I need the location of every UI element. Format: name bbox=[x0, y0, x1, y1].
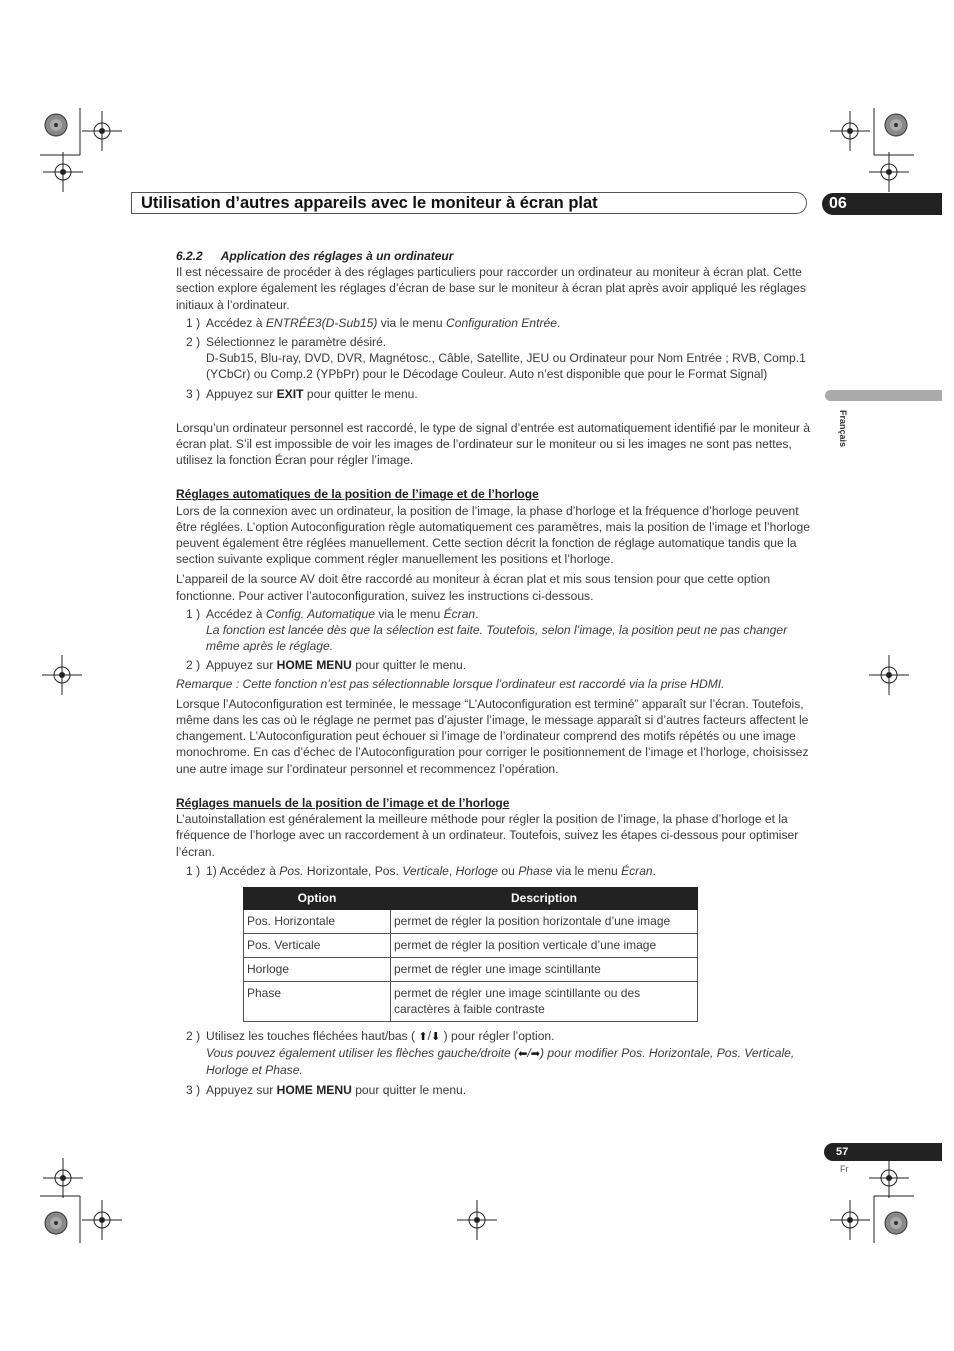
page-content bbox=[176, 248, 812, 1098]
step-item: 3 ) Appuyez sur EXIT pour quitter le menu. bbox=[186, 386, 418, 401]
step-item: 2 ) Utilisez les touches fléchées haut/bas ( ⬆/⬇ ) pour régler l’option. Vous pouvez également utiliser les flèches gauche/droite (⬅/➡) pour modifier Pos. Horizontale, Pos. Verticale, Horloge et Phase. bbox=[186, 1028, 795, 1078]
step-item: 1 ) 1) Accédez à Pos. Horizontale, Pos. Verticale, Horloge ou Phase via le menu Écran. bbox=[186, 863, 657, 878]
table-header: Description bbox=[391, 887, 698, 909]
step-item: 1 ) Accédez à Config. Automatique via le menu Écran. La fonction est lancée dès que la sélection est faite. Toutefois, selon l’image, la position peut ne pas changer même après le réglage. bbox=[186, 606, 788, 654]
language-tab bbox=[825, 390, 942, 401]
step-item: 1 ) Accédez à ENTRÉE3(D-Sub15) via le menu Configuration Entrée. bbox=[186, 315, 561, 330]
arrow-right-icon: ➡ bbox=[530, 1048, 540, 1061]
star-mark-icon bbox=[45, 114, 67, 136]
section-title: Réglages automatiques de la position de l’image et de l’horloge bbox=[176, 487, 539, 502]
subsection-title: 6.2.2 Application des réglages à un ordinateur bbox=[176, 249, 454, 263]
arrow-up-icon: ⬆ bbox=[418, 1030, 428, 1043]
arrow-left-icon: ⬅ bbox=[518, 1048, 528, 1061]
paragraph: Lorsque l’Autoconfiguration est terminée, le message “L’Autoconfiguration est terminé” apparaît sur l’écran. Toutefois, même dans les cas où le réglage ne permet pas d’ajuster l’image, le message apparaît si d’autres facteurs affectent le changement. L’Autoconfiguration peut échouer si l’image de l’ordinateur comprend des motifs répétés ou une image monochrome. En cas d’échec de l’Autoconfiguration pour corriger le positionnement de l’image et l’horloge, choisissez une autre image sur l’ordinateur personnel et recommencez l’opération. bbox=[176, 696, 809, 776]
chapter-number: 06 bbox=[829, 195, 847, 212]
table-header: Option bbox=[244, 887, 391, 909]
arrow-down-icon: ⬇ bbox=[431, 1030, 441, 1043]
step-item: 2 ) Appuyez sur HOME MENU pour quitter le menu. bbox=[186, 658, 467, 673]
table-row: Pos. Verticale permet de régler la position verticale d’une image bbox=[244, 933, 698, 957]
step-item: 2 ) Sélectionnez le paramètre désiré. D-Sub15, Blu-ray, DVD, DVR, Magnétosc., Câble, Satellite, JEU ou Ordinateur pour Nom Entrée ; RVB, Comp.1 (YCbCr) ou Comp.2 (YPbPr) pour le Décodage Couleur. Auto n’est disponible que pour le Format Signal) bbox=[186, 335, 806, 382]
options-table bbox=[243, 887, 698, 1022]
language-label: Français bbox=[838, 410, 848, 448]
section-title: Réglages manuels de la position de l’image et de l’horloge bbox=[176, 795, 510, 810]
page-number: 57 bbox=[836, 1146, 849, 1158]
table-row: Horloge permet de régler une image scintillante bbox=[244, 957, 698, 981]
remark: Remarque : Cette fonction n’est pas sélectionnable lorsque l’ordinateur est raccordé via la prise HDMI. bbox=[176, 676, 725, 691]
table-row: Phase permet de régler une image scintillante ou des caractères à faible contraste bbox=[244, 981, 698, 1021]
paragraph: Il est nécessaire de procéder à des réglages particuliers pour raccorder un ordinateur au moniteur à écran plat. Cette section explore également les réglages d’écran de base sur le moniteur à écran plat après avoir appliqué les réglages initiaux à l’ordinateur. bbox=[176, 265, 806, 312]
chapter-title: Utilisation d’autres appareils avec le moniteur à écran plat bbox=[141, 194, 598, 212]
paragraph: Lorsqu’un ordinateur personnel est raccordé, le type de signal d’entrée est automatiquement identifié par le moniteur à écran plat. S’il est impossible de voir les images de l’ordinateur sur le moniteur ou si les images ne sont pas nettes, utilisez la fonction Écran pour régler l’image. bbox=[176, 420, 810, 468]
page-language: Fr bbox=[840, 1164, 849, 1174]
step-item: 3 ) Appuyez sur HOME MENU pour quitter le menu. bbox=[186, 1082, 467, 1097]
paragraph: Lors de la connexion avec un ordinateur, la position de l’image, la phase d’horloge et la fréquence d’horloge peuvent être réglées. L’option Autoconfiguration règle automatiquement ces paramètres, mais la position de l’image et l’horloge peuvent également être réglées manuellement. Cette section décrit la fonction de réglage automatique tandis que la section suivante explique comment régler manuellement les positions et l’horloge. bbox=[176, 503, 810, 567]
paragraph: L’autoinstallation est généralement la meilleure méthode pour régler la position de l’image, la phase d’horloge et la fréquence de l’horloge avec un raccordement à un ordinateur. Toutefois, suivez les étapes ci-dessous pour optimiser l’écran. bbox=[176, 812, 799, 859]
paragraph: L’appareil de la source AV doit être raccordé au moniteur à écran plat et mis sous tension pour que cette option fonctionne. Pour activer l’autoconfiguration, suivez les instructions ci-dessous. bbox=[176, 572, 771, 603]
table-row: Pos. Horizontale permet de régler la position horizontale d’une image bbox=[244, 909, 698, 933]
